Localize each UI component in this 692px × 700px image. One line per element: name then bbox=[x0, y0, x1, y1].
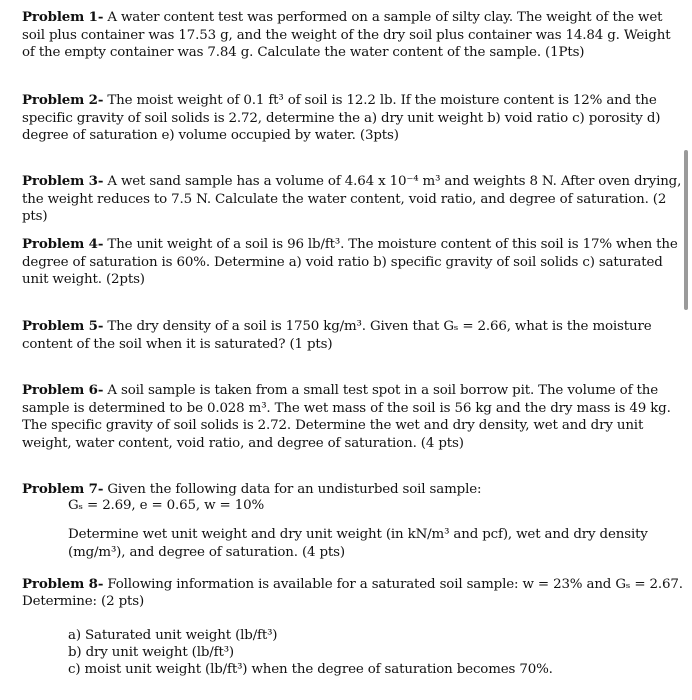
problem-7-data-line: Gₛ = 2.69, e = 0.65, w = 10% bbox=[68, 498, 265, 513]
vertical-scrollbar[interactable] bbox=[684, 150, 688, 310]
problem-4 bbox=[22, 236, 686, 289]
problem-6 bbox=[22, 382, 686, 452]
problem-8-part-c: c) moist unit weight (lb/ft³) when the degree of saturation becomes 70%. bbox=[68, 662, 553, 677]
problem-6-title: Problem 6- bbox=[22, 382, 104, 398]
problem-7-text: Given the following data for an undisturbed soil sample: bbox=[103, 482, 482, 497]
problem-2 bbox=[22, 92, 686, 145]
problem-1 bbox=[22, 9, 686, 62]
problem-3-title: Problem 3- bbox=[22, 173, 104, 189]
problem-5-text: The dry density of a soil is 1750 kg/m³. Given that Gₛ = 2.66, what is the moisture content of the soil when it is saturated? (1 pts) bbox=[22, 319, 652, 352]
problem-8 bbox=[22, 576, 686, 594]
problem-4-text: The unit weight of a soil is 96 lb/ft³. The moisture content of this soil is 17% when the degree of saturation is 60%. Determine a) void ratio b) specific gravity of soil solids c) saturated unit weight. (2pts) bbox=[22, 237, 678, 287]
problem-8-part-a: a) Saturated unit weight (lb/ft³) bbox=[68, 628, 278, 643]
problem-7-title: Problem 7- bbox=[22, 481, 104, 497]
problem-6-text: A soil sample is taken from a small test spot in a soil borrow pit. The volume of the sample is determined to be 0.028 m³. The wet mass of the soil is 56 kg and the dry mass is 49 kg. The specific gravity of soil solids is 2.72. Determine the wet and dry density, wet and dry unit weight, water content, void ratio, and degree of saturation. (4 pts) bbox=[22, 383, 671, 451]
problem-3 bbox=[22, 173, 686, 226]
problem-1-title: Problem 1- bbox=[22, 9, 104, 25]
problem-5-title: Problem 5- bbox=[22, 318, 104, 334]
problem-8-determine: Determine: (2 pts) bbox=[22, 594, 145, 609]
problem-2-title: Problem 2- bbox=[22, 92, 104, 108]
problem-8-title: Problem 8- bbox=[22, 576, 104, 592]
problem-8-text: Following information is available for a saturated soil sample: w = 23% and Gₛ = 2.67. bbox=[103, 577, 683, 592]
problem-8-part-b: b) dry unit weight (lb/ft³) bbox=[68, 645, 234, 660]
problem-5 bbox=[22, 318, 686, 353]
problem-1-text: A water content test was performed on a sample of silty clay. The weight of the wet soil plus container was 17.53 g, and the weight of the dry soil plus container was 14.84 g. Weight of the empty container was 7.84 g. Calculate the water content of the sample. (1Pts) bbox=[22, 10, 671, 60]
problem-7 bbox=[22, 481, 686, 499]
problem-2-text: The moist weight of 0.1 ft³ of soil is 12.2 lb. If the moisture content is 12% and the specific gravity of soil solids is 2.72, determine the a) dry unit weight b) void ratio c) porosity d) degree of saturation e) volume occupied by water. (3pts) bbox=[22, 93, 661, 143]
problem-4-title: Problem 4- bbox=[22, 236, 104, 252]
problem-3-text: A wet sand sample has a volume of 4.64 x 10⁻⁴ m³ and weights 8 N. After oven drying, the weight reduces to 7.5 N. Calculate the water content, void ratio, and degree of saturation. (2 pts) bbox=[22, 174, 682, 224]
problem-7-question: Determine wet unit weight and dry unit weight (in kN/m³ and pcf), wet and dry density (mg/m³), and degree of saturation. (4 pts) bbox=[68, 527, 648, 560]
